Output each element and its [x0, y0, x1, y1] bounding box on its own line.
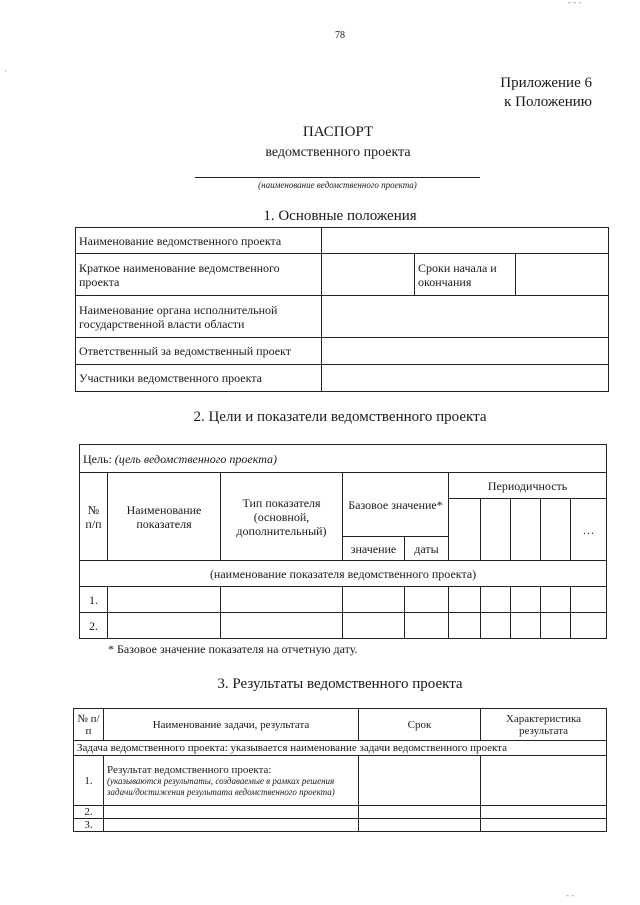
table-row — [76, 338, 609, 365]
table-row — [76, 254, 609, 296]
table-row — [76, 365, 609, 392]
row-number: 3. — [74, 819, 104, 832]
footnote: * Базовое значение показателя на отчетную дату. — [108, 642, 358, 656]
row-value-participants — [322, 365, 609, 392]
scan-mark-top: - - - — [568, 0, 582, 7]
result-characteristic — [481, 756, 607, 806]
col-header-base: Базовое значение* — [343, 473, 449, 537]
section3-heading: 3. Результаты ведомственного проекта — [217, 676, 463, 692]
col-header-type: Тип показателя (основной, дополнительный) — [221, 473, 343, 561]
section1-heading: 1. Основные положения — [263, 208, 417, 224]
period-cell-2 — [481, 499, 511, 561]
row-label-project-name: Наименование ведомственного проекта — [76, 228, 322, 254]
period-cell-3 — [511, 499, 541, 561]
table-row — [74, 819, 607, 832]
col-header-term: Срок — [359, 709, 481, 741]
table-row — [74, 806, 607, 819]
row-label-participants: Участники ведомственного проекта — [76, 365, 322, 392]
col-header-name: Наименование показателя — [108, 473, 221, 561]
table-row — [80, 613, 607, 639]
result-title: Результат ведомственного проекта: — [107, 763, 272, 776]
row-value-short-name — [322, 254, 415, 296]
goal-row — [80, 445, 607, 473]
title-underline — [195, 177, 480, 178]
indicator-caption: (наименование показателя ведомственного проекта) — [80, 561, 607, 587]
period-cell-1 — [449, 499, 481, 561]
indicators-table — [79, 444, 607, 639]
result-note: (указываются результаты, создаваемые в рамках решения задачи/достижения результата ведомственного проекта) — [107, 775, 335, 797]
document-title: ПАСПОРТ — [302, 124, 374, 140]
page-number: 78 — [335, 30, 345, 41]
task-row: Задача ведомственного проекта: указывается наименование задачи ведомственного проекта — [74, 741, 607, 756]
title-caption: (наименование ведомственного проекта) — [258, 180, 417, 190]
table-row — [80, 445, 607, 473]
appendix-line1: Приложение 6 — [500, 75, 592, 91]
table-row — [74, 756, 607, 806]
period-ellipsis: … — [571, 499, 607, 561]
row-value-authority — [322, 296, 609, 338]
results-table — [73, 708, 607, 832]
row-label-responsible: Ответственный за ведомственный проект — [76, 338, 322, 365]
row-number: 1. — [80, 587, 108, 613]
row-value-responsible — [322, 338, 609, 365]
col-header-name: Наименование задачи, результата — [104, 709, 359, 741]
col-header-value: значение — [343, 537, 405, 561]
result-cell — [104, 756, 359, 806]
col-header-num: № п/п — [80, 473, 108, 561]
table-row — [80, 473, 607, 499]
row-value-project-name — [322, 228, 609, 254]
row-number: 2. — [74, 806, 104, 819]
table-row — [74, 709, 607, 741]
table-row — [76, 296, 609, 338]
col-header-period: Периодичность — [449, 473, 607, 499]
appendix-line2: к Положению — [504, 94, 592, 110]
row-number: 2. — [80, 613, 108, 639]
col-header-num: № п/п — [74, 709, 104, 741]
row-value-terms — [516, 254, 609, 296]
section2-heading: 2. Цели и показатели ведомственного проекта — [193, 409, 487, 425]
basic-info-table — [75, 227, 609, 392]
table-row — [76, 228, 609, 254]
result-term — [359, 756, 481, 806]
row-label-terms: Сроки начала и окончания — [415, 254, 516, 296]
document-subtitle: ведомственного проекта — [265, 145, 411, 160]
col-header-characteristic: Характеристика результата — [481, 709, 607, 741]
table-row — [74, 741, 607, 756]
table-row — [80, 561, 607, 587]
scan-mark-bottom: - - — [566, 890, 575, 900]
appendix-note — [462, 74, 592, 112]
goal-prefix: Цель: — [83, 451, 112, 466]
row-label-authority: Наименование органа исполнительной государственной власти области — [76, 296, 322, 338]
table-row — [80, 587, 607, 613]
row-label-short-name: Краткое наименование ведомственного проекта — [76, 254, 322, 296]
scan-mark-left: · — [4, 66, 7, 76]
row-number: 1. — [74, 756, 104, 806]
period-cell-4 — [541, 499, 571, 561]
goal-placeholder: (цель ведомственного проекта) — [114, 451, 278, 466]
col-header-date: даты — [405, 537, 449, 561]
